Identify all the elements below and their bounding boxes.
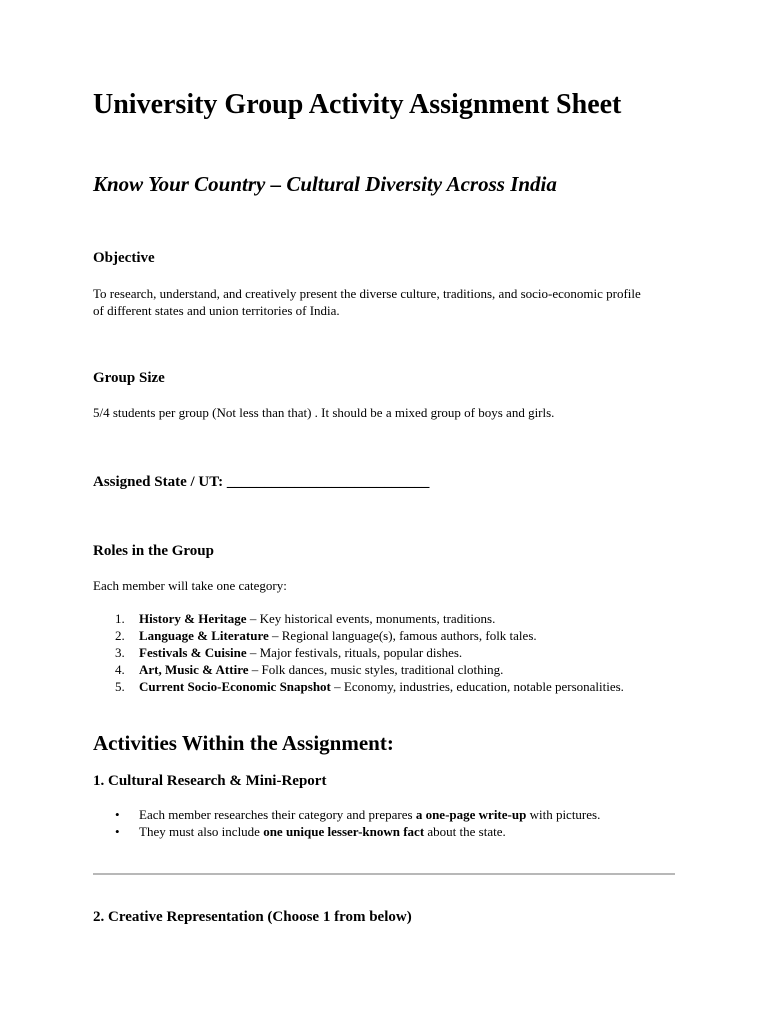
role-item [93,661,653,678]
roles-intro: Each member will take one category: [93,578,287,593]
bullet-emphasis: one unique lesser-known fact [263,824,425,839]
role-title: Art, Music & Attire [139,662,249,677]
document-title: University Group Activity Assignment Sheet [93,89,622,120]
role-title: Current Socio-Economic Snapshot [139,679,331,694]
role-title: Language & Literature [139,628,269,643]
role-item [93,678,653,695]
role-title: Festivals & Cuisine [139,645,247,660]
activity-bullet [93,806,653,823]
horizontal-divider [93,873,675,875]
role-item [93,610,653,627]
bullet-text: Each member researches their category and prepares [139,807,416,822]
roles-list [93,610,653,695]
activity-1-heading: 1. Cultural Research & Mini-Report [93,773,327,789]
activity-bullet [93,823,653,840]
bullet-emphasis: a one-page write-up [415,807,527,822]
role-number: 2. [115,628,125,643]
role-item [93,627,653,644]
role-number: 4. [115,662,125,677]
role-number: 3. [115,645,125,660]
bullet-text: with pictures. [526,807,601,822]
bullet-text: about the state. [424,824,506,839]
role-description: – Key historical events, monuments, traditions. [246,611,496,626]
role-number: 5. [115,679,125,694]
roles-heading: Roles in the Group [93,543,214,559]
group-size-heading: Group Size [93,370,165,386]
role-description: – Major festivals, rituals, popular dishes. [246,645,463,660]
activity-1-bullets [93,806,653,840]
activities-heading: Activities Within the Assignment: [93,731,394,755]
bullet-marker: • [115,807,120,822]
activity-2-heading: 2. Creative Representation (Choose 1 from below) [93,909,412,925]
bullet-text: They must also include [139,824,264,839]
assigned-state-label: Assigned State / UT: ___________________________ [93,474,430,490]
role-description: – Economy, industries, education, notable personalities. [330,679,624,694]
objective-text: To research, understand, and creatively present the diverse culture, traditions, and socio-economic profile of different states and union territories of India. [93,286,641,318]
role-item [93,644,653,661]
objective-heading: Objective [93,250,155,266]
role-description: – Regional language(s), famous authors, folk tales. [268,628,537,643]
role-number: 1. [115,611,125,626]
role-title: History & Heritage [139,611,247,626]
group-size-text: 5/4 students per group (Not less than that) . It should be a mixed group of boys and girls. [93,405,555,420]
role-description: – Folk dances, music styles, traditional clothing. [248,662,504,677]
bullet-marker: • [115,824,120,839]
document-subtitle: Know Your Country – Cultural Diversity Across India [93,172,557,196]
